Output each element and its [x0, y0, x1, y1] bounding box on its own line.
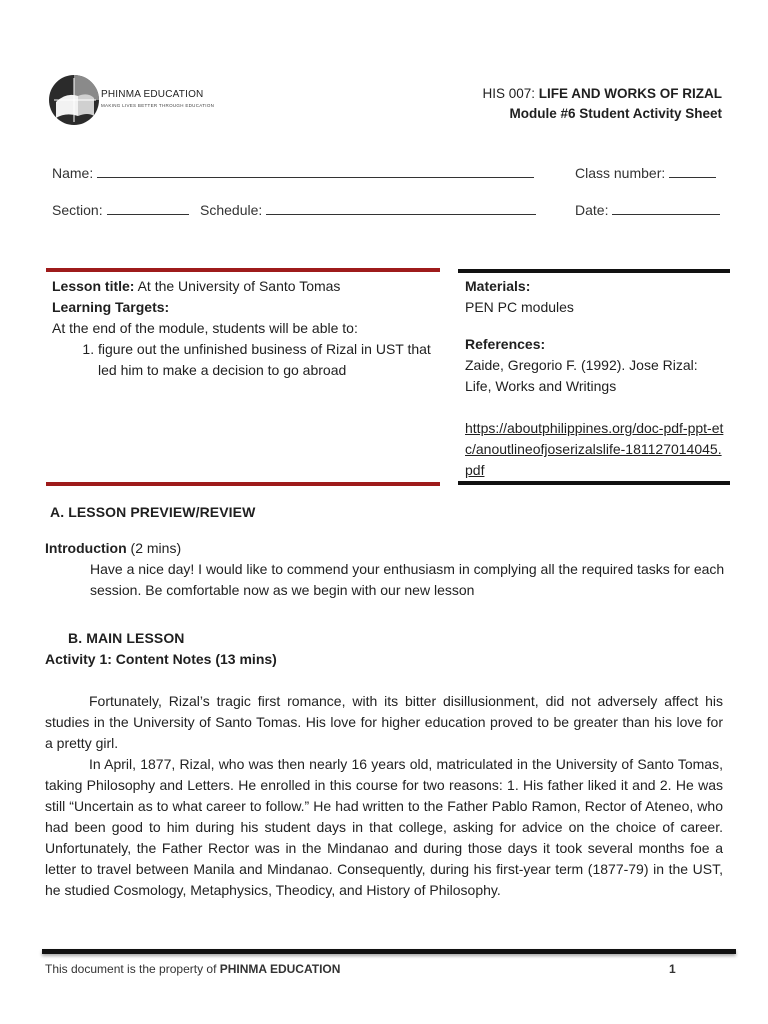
lesson-box: [52, 276, 432, 381]
introduction-time: (2 mins): [126, 540, 182, 556]
schedule-label: Schedule:: [200, 202, 263, 218]
materials-box-bottom-bar: [458, 481, 730, 485]
course-title: [482, 86, 722, 101]
page-number: 1: [669, 962, 676, 976]
date-label: Date:: [575, 202, 609, 218]
content-notes: [45, 691, 723, 901]
introduction-heading: Introduction (2 mins): [45, 540, 182, 556]
class-number-input-line[interactable]: [669, 163, 716, 178]
class-number-label: Class number:: [575, 165, 666, 181]
reference-citation: Zaide, Gregorio F. (1992). Jose Rizal: Life, Works and Writings: [465, 357, 698, 394]
lesson-title: [52, 276, 432, 297]
learning-target-item: 1. figure out the unfinished business of Rizal in UST that led him to make a decision to go abroad: [98, 339, 432, 381]
activity-title: Activity 1: Content Notes (13 mins): [45, 651, 277, 667]
content-paragraph: In April, 1877, Rizal, who was then nearly 16 years old, matriculated in the University of Santo Tomas, taking Philosophy and Letters. He enrolled in this course for two reasons: 1. His father liked it and 2. He was still “Uncertain as to what career to follow.” He had written to the Father Pablo Ramon, Rector of Ateneo, who had been good to him during his student days in that college, asking for advice on the choice of career. Unfortunately, the Father Rector was in the Mindanao and during those days it took several months foe a letter to travel between Manila and Mindanao. Consequently, during his first-year term (1877-79) in the UST, he studied Cosmology, Metaphysics, Theodicy, and History of Philosophy.: [45, 756, 723, 898]
name-field: [52, 163, 534, 181]
materials-box: [465, 276, 727, 481]
learning-targets-intro: At the end of the module, students will be able to:: [52, 320, 358, 336]
module-title: Module #6 Student Activity Sheet: [509, 106, 722, 121]
class-number-field: [575, 163, 716, 181]
logo-name: PHINMA EDUCATION: [101, 89, 204, 100]
schedule-field: [200, 200, 536, 218]
lesson-box-bottom-bar: [46, 482, 440, 486]
date-field: [575, 200, 720, 218]
content-paragraph: Fortunately, Rizal’s tragic first romance, with its bitter disillusionment, did not adversely affect his studies in the University of Santo Tomas. His love for higher education proved to be greater than his love for a pretty girl.: [45, 693, 723, 751]
footer-owner: PHINMA EDUCATION: [219, 962, 341, 976]
name-label: Name:: [52, 165, 94, 181]
introduction-block: [45, 538, 725, 601]
lesson-box-top-bar: [46, 268, 440, 272]
footer-text: This document is the property of PHINMA EDUCATION: [45, 962, 341, 976]
logo-tagline: MAKING LIVES BETTER THROUGH EDUCATION: [101, 103, 215, 108]
materials-box-top-bar: [458, 269, 730, 273]
lesson-title-label: Lesson title:: [52, 278, 135, 294]
lesson-title-value: At the University of Santo Tomas: [134, 278, 341, 294]
course-code: HIS 007:: [482, 86, 539, 101]
section-a-heading: A. LESSON PREVIEW/REVIEW: [50, 504, 256, 520]
schedule-input-line[interactable]: [266, 200, 536, 215]
references-label: References:: [465, 336, 546, 352]
phinma-logo: [48, 72, 238, 128]
course-name: LIFE AND WORKS OF RIZAL: [538, 86, 722, 101]
date-input-line[interactable]: [612, 200, 720, 215]
footer-bar: [42, 949, 736, 954]
section-field: [52, 200, 189, 218]
section-input-line[interactable]: [107, 200, 189, 215]
learning-targets-list: [52, 339, 432, 381]
materials-label: Materials:: [465, 278, 531, 294]
phinma-emblem-icon: [48, 72, 100, 128]
materials-value: PEN PC modules: [465, 299, 574, 315]
reference-link[interactable]: https://aboutphilippines.org/doc-pdf-ppt-etc/anoutlineofjoserizalslife-181127014045.pdf: [465, 420, 724, 478]
section-b-heading: B. MAIN LESSON: [68, 630, 185, 646]
section-label: Section:: [52, 202, 103, 218]
introduction-text: Have a nice day! I would like to commend your enthusiasm in complying all the required tasks for each session. Be comfortable now as we begin with our new lesson: [90, 561, 725, 598]
name-input-line[interactable]: [97, 163, 534, 178]
learning-targets-label: Learning Targets:: [52, 299, 170, 315]
